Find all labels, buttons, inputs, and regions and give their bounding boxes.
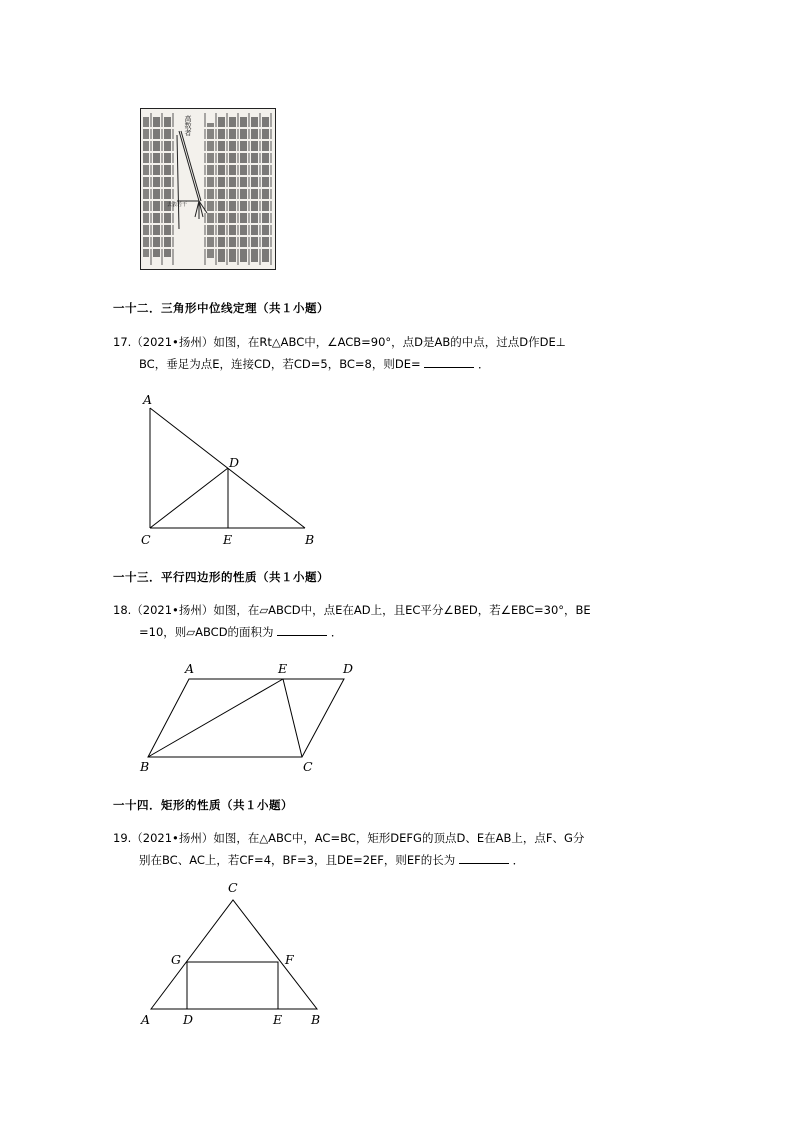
question-18-line2-wrap <box>113 621 693 643</box>
question-19 <box>113 827 693 871</box>
label-e: E <box>273 1012 283 1027</box>
question-18 <box>113 599 693 643</box>
scan-small-note: 去表若干 <box>167 202 188 208</box>
question-18-line1: 18.（2021•扬州）如图，在▱ABCD中，点E在AD上，且EC平分∠BED，若∠EBC=30°，BE <box>113 603 591 617</box>
question-17-line1: 17.（2021•扬州）如图，在Rt△ABC中，∠ACB=90°，点D是AB的中点，过点D作DE⊥ <box>113 335 566 349</box>
label-a: A <box>185 661 195 676</box>
answer-blank-17[interactable] <box>424 355 474 368</box>
question-19-line1: 19.（2021•扬州）如图，在△ABC中，AC=BC，矩形DEFG的顶点D、E在AB上，点F、G分 <box>113 831 585 845</box>
question-19-line2-wrap <box>113 849 693 871</box>
answer-blank-18[interactable] <box>277 623 327 636</box>
ancient-book-scan <box>140 108 276 270</box>
parallelogram-abcd <box>148 679 344 757</box>
question-18-end: ． <box>330 625 343 639</box>
section-heading-14: 一十四．矩形的性质（共１小题） <box>113 798 293 812</box>
question-18-line2: =10，则▱ABCD的面积为 <box>139 625 274 639</box>
label-e: E <box>223 532 233 547</box>
label-f: F <box>285 952 294 967</box>
ancient-book-illustration <box>141 109 275 269</box>
question-17 <box>113 331 693 375</box>
question-19-line2: 别在BC、AC上，若CF=4，BF=3，且DE=2EF，则EF的长为 <box>139 853 456 867</box>
question-19-end: ． <box>512 853 525 867</box>
figure-18 <box>135 657 375 777</box>
question-17-line2-wrap <box>113 353 693 375</box>
label-d: D <box>229 455 240 470</box>
segment-cd <box>150 468 228 528</box>
label-c: C <box>141 532 151 547</box>
label-b: B <box>305 532 315 547</box>
label-c: C <box>303 759 313 774</box>
question-17-line2: BC，垂足为点E，连接CD，若CD=5，BC=8，则DE= <box>139 357 421 371</box>
label-d: D <box>343 661 354 676</box>
figure-19 <box>135 878 335 1030</box>
label-b: B <box>311 1012 321 1027</box>
label-d: D <box>183 1012 194 1027</box>
label-c: C <box>228 880 238 895</box>
question-17-end: ． <box>477 357 490 371</box>
label-a: A <box>141 1012 151 1027</box>
section-heading-13: 一十三．平行四边形的性质（共１小题） <box>113 570 329 584</box>
label-e: E <box>278 661 288 676</box>
rectangle-defg <box>187 962 278 1009</box>
scan-caption: 高数者 <box>184 115 192 136</box>
segment-ec <box>283 679 302 757</box>
label-g: G <box>171 952 181 967</box>
label-a: A <box>143 392 153 407</box>
answer-blank-19[interactable] <box>459 851 509 864</box>
label-b: B <box>140 759 150 774</box>
figure-17 <box>135 388 335 553</box>
section-heading-12: 一十二．三角形中位线定理（共１小题） <box>113 301 329 315</box>
